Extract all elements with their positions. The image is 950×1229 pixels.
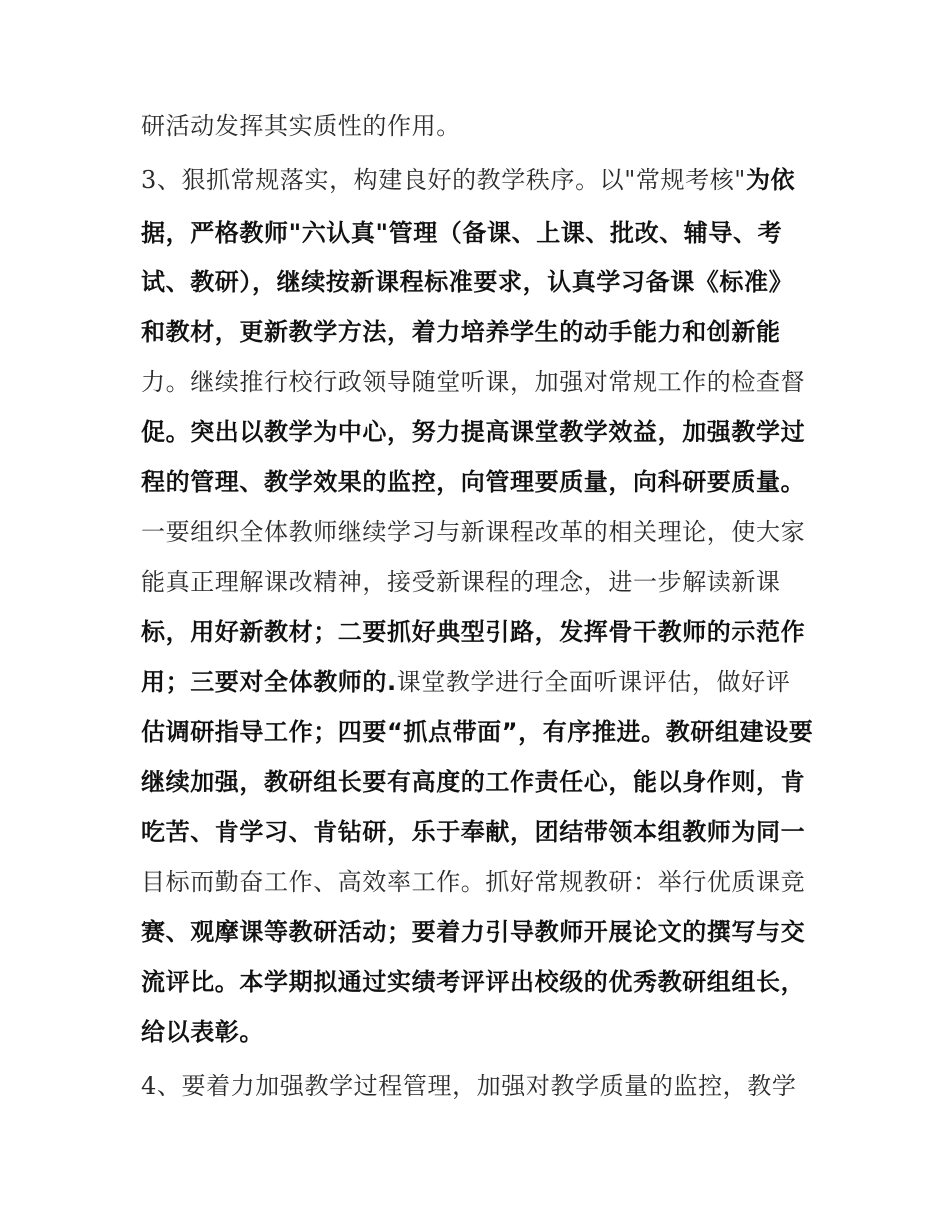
text-line <box>141 464 805 500</box>
text-line <box>141 864 805 900</box>
text-line <box>141 108 461 144</box>
text-line <box>141 564 781 600</box>
text-segment: 吃苦、肯学习、肯钻研，乐于奉献，团结带领本组教师为同一 <box>141 818 806 846</box>
text-line <box>141 414 805 450</box>
text-line <box>141 364 805 400</box>
text-line <box>141 215 782 251</box>
text-segment: 继续加强，教研组长要有高度的工作责任心，能以身作则，肯 <box>141 768 806 796</box>
text-line <box>141 764 805 800</box>
text-line <box>141 714 813 750</box>
text-segment: 课堂教学进行全面听课评估，做好评 <box>396 668 791 696</box>
text-line <box>141 614 805 650</box>
text-segment: 目标而勤奋工作、高效率工作。抓好常规教研：举行优质课竞 <box>141 868 806 896</box>
text-segment: 和教材，更新教学方法，着力培养学生的动手能力和创新能 <box>141 318 781 346</box>
text-segment: 力。继续推行校行政领导随堂听课，加强对常规工作的检查督 <box>141 368 806 396</box>
text-segment: 标，用好新教材；二要抓好典型引路，发挥骨干教师的示范作 <box>141 618 806 646</box>
text-line <box>141 664 790 700</box>
text-line <box>141 264 793 300</box>
text-segment: 为依 <box>745 166 796 194</box>
text-segment: 研活动发挥其实质性的作用。 <box>141 112 461 140</box>
text-line <box>141 1014 264 1050</box>
text-segment: 能真正理解课改精神，接受新课程的理念，进一步解读新课 <box>141 568 781 596</box>
text-line <box>141 314 781 350</box>
text-segment: 据，严格教师"六认真"管理（备课、上课、批改、辅导、考 <box>141 219 783 247</box>
text-segment: 赛、观摩课等教研活动；要着力引导教师开展论文的撰写与交 <box>141 918 806 946</box>
text-segment: 4、要着力加强教学过程管理，加强对教学质量的监控，教学 <box>141 1072 797 1100</box>
text-line <box>141 964 805 1000</box>
text-line <box>141 514 805 550</box>
text-segment: 用；三要对全体教师的. <box>141 668 397 696</box>
text-segment: 促。突出以教学为中心，努力提高课堂教学效益，加强教学过 <box>141 418 806 446</box>
text-line <box>141 814 805 850</box>
text-segment: 流评比。本学期拟通过实绩考评评出校级的优秀教研组组长， <box>141 968 806 996</box>
text-segment: 程的管理、教学效果的监控，向管理要质量，向科研要质量。 <box>141 468 806 496</box>
text-segment: 给以表彰。 <box>141 1018 264 1046</box>
text-segment: 3、狠抓常规落实，构建良好的教学秩序。以"常规考核" <box>141 166 746 194</box>
text-segment: 估调研指导工作；四要“抓点带面”，有序推进。教研组建设要 <box>141 718 814 746</box>
text-line <box>141 162 795 198</box>
text-line <box>141 1068 796 1104</box>
text-line <box>141 914 805 950</box>
text-segment: 一要组织全体教师继续学习与新课程改革的相关理论，使大家 <box>141 518 806 546</box>
text-segment: 试、教研），继续按新课程标准要求，认真学习备课《标准》 <box>141 268 794 296</box>
